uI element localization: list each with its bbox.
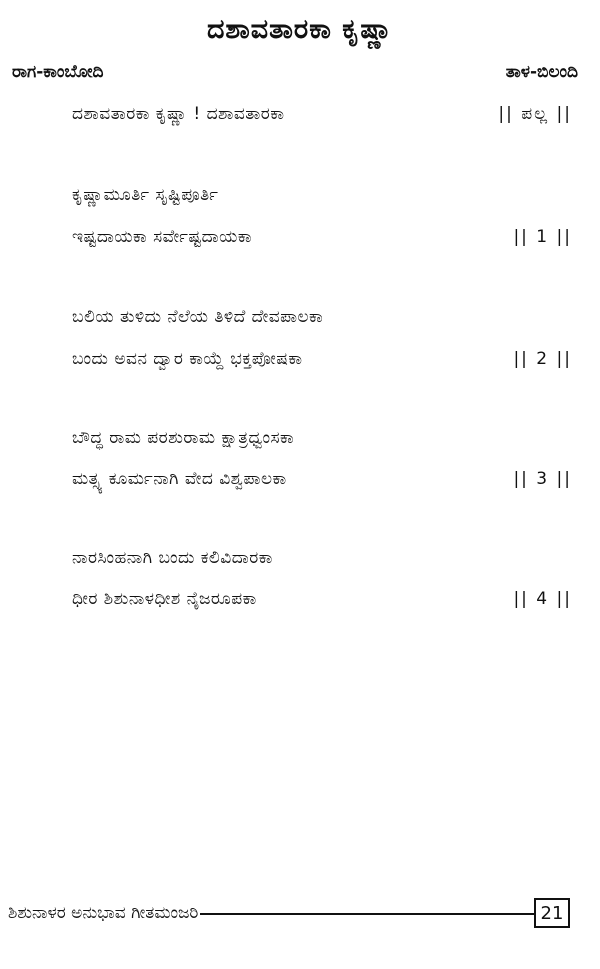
- verse-line-refrain: [72, 100, 572, 128]
- verse-marker: || ಪಲ್ಲ ||: [498, 104, 572, 124]
- verse-marker: || 4 ||: [513, 589, 572, 609]
- verse-line-3b: [72, 465, 572, 493]
- verse-line-2b: [72, 345, 572, 373]
- page-number: 21: [540, 902, 564, 924]
- verse-marker: || 1 ||: [513, 227, 572, 247]
- verse-text: ದಶಾವತಾರಕಾ ಕೃಷ್ಣಾ ! ದಶಾವತಾರಕಾ: [72, 104, 285, 124]
- page-footer: [8, 896, 570, 930]
- footer-rule: [200, 913, 534, 915]
- verse-line-4a: [72, 544, 572, 572]
- verse-text: ಬಂದು ಅವನ ದ್ವಾರ ಕಾಯ್ದೆ ಭಕ್ತಪೋಷಕಾ: [72, 349, 303, 369]
- verse-text: ಧೀರ ಶಿಶುನಾಳಧೀಶ ನೈಜರೂಪಕಾ: [72, 589, 257, 609]
- verse-text: ಕೃಷ್ಣಾಮೂರ್ತಿ ಸೃಷ್ಟಿಪೂರ್ತಿ: [72, 185, 219, 205]
- page-number-box: [534, 898, 570, 928]
- song-title: ದಶಾವತಾರಕಾ ಕೃಷ್ಣಾ: [206, 14, 394, 45]
- verse-text: ಬಲಿಯ ತುಳಿದು ನೆಲೆಯ ತಿಳಿದೆ ದೇವಪಾಲಕಾ: [72, 307, 324, 327]
- book-title-footer: ಶಿಶುನಾಳರ ಅನುಭಾವ ಗೀತಮಂಜರಿ: [8, 903, 199, 923]
- verse-line-2a: [72, 303, 572, 331]
- verse-line-1a: [72, 181, 572, 209]
- verse-text: ಮತ್ಸ್ಯ ಕೂರ್ಮನಾಗಿ ವೇದ ವಿಶ್ವಪಾಲಕಾ: [72, 469, 287, 489]
- verse-marker: || 2 ||: [513, 349, 572, 369]
- verse-line-3a: [72, 424, 572, 452]
- verse-text: ಇಷ್ಟದಾಯಕಾ ಸರ್ವೇಷ್ಟದಾಯಕಾ: [72, 227, 253, 247]
- tala-label: ತಾಳ-ಬಿಲಂದಿ: [505, 62, 578, 82]
- verse-line-4b: [72, 585, 572, 613]
- verse-line-1b: [72, 223, 572, 251]
- verse-marker: || 3 ||: [513, 469, 572, 489]
- verse-text: ನಾರಸಿಂಹನಾಗಿ ಬಂದು ಕಲಿವಿದಾರಕಾ: [72, 548, 273, 568]
- raga-label: ರಾಗ-ಕಾಂಬೋದಿ: [12, 62, 104, 82]
- verse-text: ಬೌದ್ಧ ರಾಮ ಪರಶುರಾಮ ಕ್ಷಾತ್ರಧ್ವಂಸಕಾ: [72, 428, 295, 448]
